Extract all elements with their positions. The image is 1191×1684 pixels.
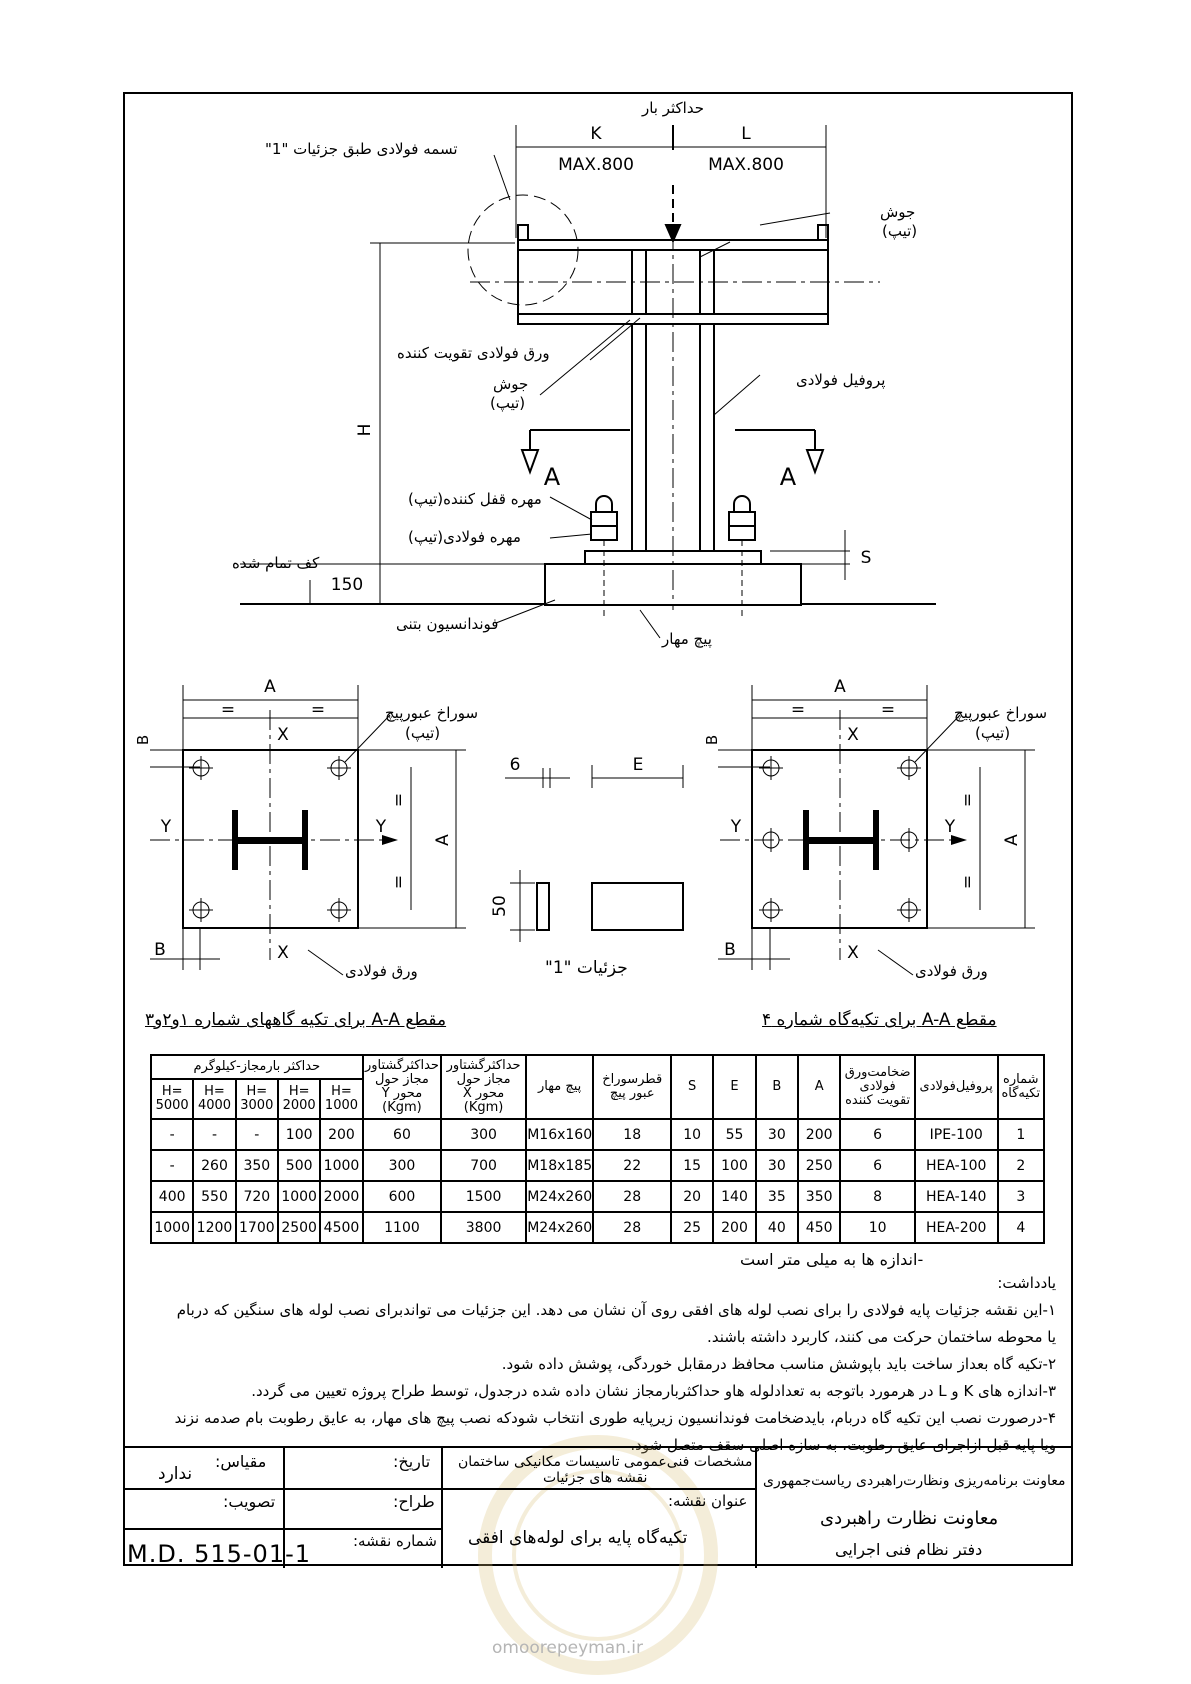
bolt-hole-label-left: سوراخ عبورپیچ bbox=[385, 704, 479, 722]
load-label: حداکثر بار bbox=[641, 99, 705, 117]
cell: 10 bbox=[840, 1212, 915, 1243]
cell: M16x160 bbox=[526, 1119, 594, 1150]
cell: 1500 bbox=[441, 1181, 526, 1212]
cell: 1000 bbox=[278, 1181, 320, 1212]
bolt-hole-type-left: (تیپ) bbox=[405, 724, 441, 742]
concrete-foundation-label: فوندانسیون بتنی bbox=[396, 615, 499, 633]
th-h2000: H= 2000 bbox=[278, 1079, 320, 1119]
h-dimension-label: H bbox=[355, 423, 375, 437]
org-line-2: معاونت نظارت راهبردی bbox=[820, 1508, 999, 1529]
th-h3000: H= 3000 bbox=[236, 1079, 278, 1119]
cell: 550 bbox=[193, 1181, 235, 1212]
cell: 20 bbox=[671, 1181, 713, 1212]
cell: 260 bbox=[193, 1150, 235, 1181]
th-h1000: H= 1000 bbox=[320, 1079, 362, 1119]
th-s: S bbox=[671, 1055, 713, 1119]
th-hole-dia: قطرسوراخ عبور پیچ bbox=[593, 1055, 671, 1119]
plan-right-b-bottom: B bbox=[724, 940, 736, 960]
cell: 10 bbox=[671, 1119, 713, 1150]
steel-profile-label: پروفیل فولادی bbox=[796, 371, 886, 389]
cell: 300 bbox=[363, 1150, 442, 1181]
cell: 22 bbox=[593, 1150, 671, 1181]
note-line: ۳-اندازه های K و L در هرمورد باتوجه به تعدادلوله هاو حداکثربارمجاز نشان داده شده درجدول، توسط طراح پروژه تعیین می گردد. bbox=[251, 1382, 1056, 1400]
plan-left-eq-v2: = bbox=[389, 874, 409, 890]
th-e: E bbox=[713, 1055, 755, 1119]
spec-table bbox=[150, 1054, 1045, 1244]
th-plate-thk: ضخامت‌ورق فولادی تقویت کننده bbox=[840, 1055, 915, 1119]
weld-top-label: جوش bbox=[880, 203, 916, 221]
cell: - bbox=[236, 1119, 278, 1150]
anchor-bolt-label: پیچ مهار bbox=[662, 630, 712, 648]
notes-section bbox=[136, 1270, 1056, 1459]
cell: 40 bbox=[756, 1212, 798, 1243]
drawing-title: تکیه‌گاه پایه برای لوله‌های افقی bbox=[468, 1528, 688, 1548]
plan-left-eq1: = bbox=[220, 700, 236, 720]
plan-left-eq2: = bbox=[310, 700, 326, 720]
s-dimension-label: S bbox=[860, 548, 872, 568]
plan-right-x-bottom: X bbox=[847, 943, 859, 963]
cell: - bbox=[193, 1119, 235, 1150]
cell: 28 bbox=[593, 1212, 671, 1243]
plan-left-a-side: A bbox=[433, 834, 453, 846]
table-row bbox=[151, 1181, 1044, 1212]
cell: 500 bbox=[278, 1150, 320, 1181]
cell: 1100 bbox=[363, 1212, 442, 1243]
org-line-3: دفتر نظام فنی اجرایی bbox=[835, 1540, 983, 1559]
cell: 1 bbox=[998, 1119, 1044, 1150]
date-label: تاریخ: bbox=[393, 1452, 431, 1471]
detail-dim-6: 6 bbox=[509, 755, 521, 775]
note-line: ۴-درصورت نصب این تکیه گاه دربام، بایدضخامت فوندانسیون زیرپایه طوری انتخاب شودکه نصب پیچ های مهار، به عایق رطوبت بام صدمه نزند bbox=[174, 1409, 1056, 1427]
plan-left-a: A bbox=[264, 677, 276, 697]
plan-right-a-side: A bbox=[1002, 834, 1022, 846]
th-support-no: شماره تکیه‌گاه bbox=[998, 1055, 1044, 1119]
cell: 6 bbox=[840, 1150, 915, 1181]
steel-plate-label-right: ورق فولادی bbox=[915, 962, 988, 980]
title-block bbox=[123, 1446, 1073, 1568]
cell: - bbox=[151, 1150, 193, 1181]
th-h5000: H= 5000 bbox=[151, 1079, 193, 1119]
cell: 15 bbox=[671, 1150, 713, 1181]
cell: 450 bbox=[798, 1212, 840, 1243]
cell: 200 bbox=[320, 1119, 362, 1150]
cell: M24x260 bbox=[526, 1212, 594, 1243]
plan-right-eq-v1: = bbox=[958, 792, 978, 808]
plan-left-b-top: B bbox=[134, 734, 152, 746]
cell: 55 bbox=[713, 1119, 755, 1150]
cell: 4500 bbox=[320, 1212, 362, 1243]
cell: IPE-100 bbox=[915, 1119, 998, 1150]
cell: 140 bbox=[713, 1181, 755, 1212]
detail-dim-e: E bbox=[632, 755, 644, 775]
note-line: یا محوطه ساختمان حرکت می کنند، کاربرد داشته باشند. bbox=[707, 1328, 1056, 1346]
cell: 250 bbox=[798, 1150, 840, 1181]
plan-right-a: A bbox=[834, 677, 846, 697]
cell: 60 bbox=[363, 1119, 442, 1150]
section-a-left: A bbox=[543, 463, 561, 491]
plan-right-b-top: B bbox=[703, 734, 721, 746]
section-caption-right: مقطع A-A برای تکیه‌گاه شماره ۴ bbox=[762, 1010, 997, 1030]
plan-left-x-top: X bbox=[277, 725, 289, 745]
section-caption-left: مقطع A-A برای تکیه گاههای شماره ۱و۲و۳ bbox=[145, 1010, 447, 1030]
bolt-hole-label-right: سوراخ عبورپیچ bbox=[954, 704, 1048, 722]
cell: 2500 bbox=[278, 1212, 320, 1243]
scale-label: مقیاس: bbox=[215, 1452, 267, 1471]
bolt-hole-type-right: (تیپ) bbox=[975, 724, 1011, 742]
note-line: ۱-این نقشه جزئیات پایه فولادی را برای نصب لوله های افقی روی آن نشان می دهد. این جزئیات می تواندبرای نصب لوله های سنگین که دربام bbox=[176, 1301, 1056, 1319]
drawing-number: M.D. 515-01-1 bbox=[127, 1540, 312, 1568]
stiffener-label: ورق فولادی تقویت کننده bbox=[397, 344, 550, 362]
designer-label: طراح: bbox=[393, 1492, 435, 1511]
th-h4000: H= 4000 bbox=[193, 1079, 235, 1119]
cell: 4 bbox=[998, 1212, 1044, 1243]
cell: - bbox=[151, 1119, 193, 1150]
plan-right-y-left: Y bbox=[730, 817, 742, 837]
k-label: K bbox=[590, 124, 602, 144]
cell: M18x185 bbox=[526, 1150, 594, 1181]
note-line: ۲-تکیه گاه بعداز ساخت باید باپوشش مناسب محافظ درمقابل خوردگی، پوشش داده شود. bbox=[501, 1355, 1056, 1373]
spec-subtitle: نقشه های جزئیات bbox=[543, 1470, 648, 1486]
section-a-right: A bbox=[779, 463, 797, 491]
l-label: L bbox=[741, 124, 751, 144]
units-note: -اندازه ها به میلی متر است bbox=[740, 1250, 924, 1269]
detail-dim-50: 50 bbox=[490, 895, 510, 917]
note-line: ویا پایه قبل ازاجرای عایق رطوبت، به سازه اصلی سقف متصل شود. bbox=[630, 1436, 1056, 1454]
plan-right-eq1: = bbox=[790, 700, 806, 720]
cell: 35 bbox=[756, 1181, 798, 1212]
notes-title: یادداشت: bbox=[997, 1274, 1056, 1292]
cell: 200 bbox=[713, 1212, 755, 1243]
cell: 700 bbox=[441, 1150, 526, 1181]
cell: 200 bbox=[798, 1119, 840, 1150]
cell: 350 bbox=[798, 1181, 840, 1212]
steel-strip-label: تسمه فولادی طبق جزئیات "1" bbox=[265, 140, 458, 158]
plan-left-y-right: Y bbox=[375, 817, 387, 837]
plan-left-x-bottom: X bbox=[277, 943, 289, 963]
cell: HEA-200 bbox=[915, 1212, 998, 1243]
cell: HEA-140 bbox=[915, 1181, 998, 1212]
cell: 3800 bbox=[441, 1212, 526, 1243]
th-moment-y: حداکثرگشتاور مجاز حول محور Y (Kgm) bbox=[363, 1055, 442, 1119]
k-max-label: MAX.800 bbox=[558, 155, 634, 175]
steel-plate-label-left: ورق فولادی bbox=[345, 962, 418, 980]
th-a: A bbox=[798, 1055, 840, 1119]
plan-left-b-bottom: B bbox=[154, 940, 166, 960]
table-row bbox=[151, 1119, 1044, 1150]
cell: 400 bbox=[151, 1181, 193, 1212]
th-group-load: حداکثر بارمجاز-کیلوگرم bbox=[151, 1055, 363, 1079]
cell: 3 bbox=[998, 1181, 1044, 1212]
detail-1-title: جزئیات "1" bbox=[545, 958, 628, 978]
approve-label: تصویب: bbox=[223, 1492, 276, 1511]
steel-nut-label: مهره فولادی(تیپ) bbox=[408, 528, 521, 546]
cell: 1200 bbox=[193, 1212, 235, 1243]
cell: 28 bbox=[593, 1181, 671, 1212]
cell: 1000 bbox=[320, 1150, 362, 1181]
watermark-site: omoorepeyman.ir bbox=[492, 1638, 644, 1658]
plan-right-eq-v2: = bbox=[958, 874, 978, 890]
cell: 8 bbox=[840, 1181, 915, 1212]
cell: 30 bbox=[756, 1119, 798, 1150]
table-row bbox=[151, 1212, 1044, 1243]
weld-mid-type: (تیپ) bbox=[490, 394, 526, 412]
cell: 18 bbox=[593, 1119, 671, 1150]
dim-150-label: 150 bbox=[330, 575, 364, 595]
cell: M24x260 bbox=[526, 1181, 594, 1212]
finished-floor-label: کف تمام شده bbox=[232, 554, 320, 572]
th-profile: پروفیل‌فولادی bbox=[915, 1055, 998, 1119]
cell: 30 bbox=[756, 1150, 798, 1181]
plan-left-eq-v1: = bbox=[389, 792, 409, 808]
weld-mid-label: جوش bbox=[493, 375, 529, 393]
table-row bbox=[151, 1150, 1044, 1181]
plan-right-y-right: Y bbox=[944, 817, 956, 837]
cell: 720 bbox=[236, 1181, 278, 1212]
plan-left-y-left: Y bbox=[160, 817, 172, 837]
spec-title: مشخصات فنی‌عمومی تاسیسات مکانیکی ساختمان bbox=[458, 1454, 753, 1470]
cell: 25 bbox=[671, 1212, 713, 1243]
th-anchor-bolt: پیچ مهار bbox=[526, 1055, 594, 1119]
plan-right-eq2: = bbox=[880, 700, 896, 720]
cell: 6 bbox=[840, 1119, 915, 1150]
cell: 1700 bbox=[236, 1212, 278, 1243]
drawing-no-label: شماره نقشه: bbox=[353, 1532, 437, 1550]
cell: 300 bbox=[441, 1119, 526, 1150]
cell: 1000 bbox=[151, 1212, 193, 1243]
scale-value: ندارد bbox=[158, 1464, 193, 1484]
org-line-1: معاونت برنامه‌ریزی ونظارت‌راهبردی ریاست‌جمهوری bbox=[763, 1473, 1066, 1489]
cell: 2000 bbox=[320, 1181, 362, 1212]
cell: 100 bbox=[278, 1119, 320, 1150]
th-b: B bbox=[756, 1055, 798, 1119]
plan-right-x-top: X bbox=[847, 725, 859, 745]
cell: 100 bbox=[713, 1150, 755, 1181]
cell: 600 bbox=[363, 1181, 442, 1212]
cell: 2 bbox=[998, 1150, 1044, 1181]
lock-nut-label: مهره قفل کننده(تیپ) bbox=[408, 490, 542, 508]
cell: HEA-100 bbox=[915, 1150, 998, 1181]
cell: 350 bbox=[236, 1150, 278, 1181]
drawing-title-label: عنوان نقشه: bbox=[668, 1492, 748, 1510]
l-max-label: MAX.800 bbox=[708, 155, 784, 175]
th-moment-x: حداکثرگشتاور مجاز حول محور X (Kgm) bbox=[441, 1055, 526, 1119]
weld-top-type: (تیپ) bbox=[882, 222, 918, 240]
